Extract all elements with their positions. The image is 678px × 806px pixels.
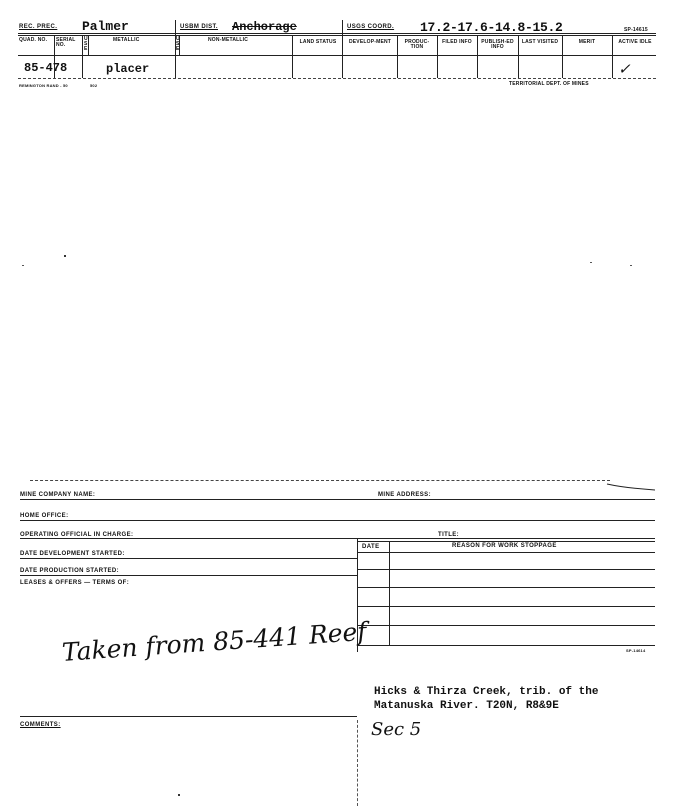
col-active-idle: ACTIVE IDLE xyxy=(618,39,652,45)
metallic-value: placer xyxy=(106,62,150,76)
title-label: TITLE: xyxy=(438,532,460,538)
form-number-bottom: SP-14614 xyxy=(626,648,646,653)
reason-column-header: REASON FOR WORK STOPPAGE xyxy=(452,543,557,549)
printer-label: REMINGTON RAND - 50 xyxy=(19,83,68,88)
rec-prec-label: REC. PREC. xyxy=(19,24,58,30)
card-header xyxy=(0,0,678,100)
date-production-started-label: DATE PRODUCTION STARTED: xyxy=(20,568,120,574)
date-column-header: DATE xyxy=(362,544,380,550)
usgs-coord-label: USGS COORD. xyxy=(347,24,395,30)
date-development-started-label: DATE DEVELOPMENT STARTED: xyxy=(20,551,125,557)
col-use-nonmetallic: U S E xyxy=(176,36,180,52)
col-last-visited: LAST VISITED xyxy=(521,39,559,45)
col-serial-no: SERIAL NO. xyxy=(56,37,76,48)
rec-prec-value: Palmer xyxy=(82,19,129,34)
col-use-metallic: U S E xyxy=(84,36,88,52)
form-number-top: SP-14615 xyxy=(624,27,648,33)
comments-label: COMMENTS: xyxy=(20,722,61,728)
usbm-dist-value: Anchorage xyxy=(232,20,297,34)
lower-form xyxy=(0,470,678,806)
usbm-dist-label: USBM DIST. xyxy=(180,24,219,30)
handwritten-section: Sec 5 xyxy=(371,719,422,740)
quad-serial-value: 85-478 xyxy=(24,61,68,75)
col-filed-info: FILED INFO xyxy=(442,39,472,45)
col-metallic: METALLIC xyxy=(113,37,140,43)
home-office-label: HOME OFFICE: xyxy=(20,513,69,519)
leases-offers-label: LEASES & OFFERS — TERMS OF: xyxy=(20,580,130,586)
operating-official-label: OPERATING OFFICIAL IN CHARGE: xyxy=(20,532,134,538)
decorative-curve xyxy=(605,482,657,496)
col-quad-no: QUAD. NO. xyxy=(19,37,48,43)
printer-code: 502 xyxy=(90,83,98,88)
location-line-1: Hicks & Thirza Creek, trib. of the xyxy=(374,686,599,698)
col-production: PRODUC-TION xyxy=(404,39,430,50)
mine-address-label: MINE ADDRESS: xyxy=(378,492,431,498)
col-development: DEVELOP-MENT xyxy=(348,39,392,45)
active-idle-mark: ✓ xyxy=(618,60,631,78)
col-merit: MERIT xyxy=(578,39,596,45)
col-land-status: LAND STATUS xyxy=(299,39,337,45)
location-line-2: Matanuska River. T20N, R8&9E xyxy=(374,700,559,712)
handwritten-reference: Taken from 85-441 Reef xyxy=(60,616,368,667)
col-published-info: PUBLISH-ED INFO xyxy=(481,39,514,50)
mine-company-name-label: MINE COMPANY NAME: xyxy=(20,492,96,498)
usgs-coord-value: 17.2-17.6-14.8-15.2 xyxy=(420,20,563,35)
department-label: TERRITORIAL DEPT. OF MINES xyxy=(509,81,589,87)
col-non-metallic: NON-METALLIC xyxy=(208,37,249,43)
